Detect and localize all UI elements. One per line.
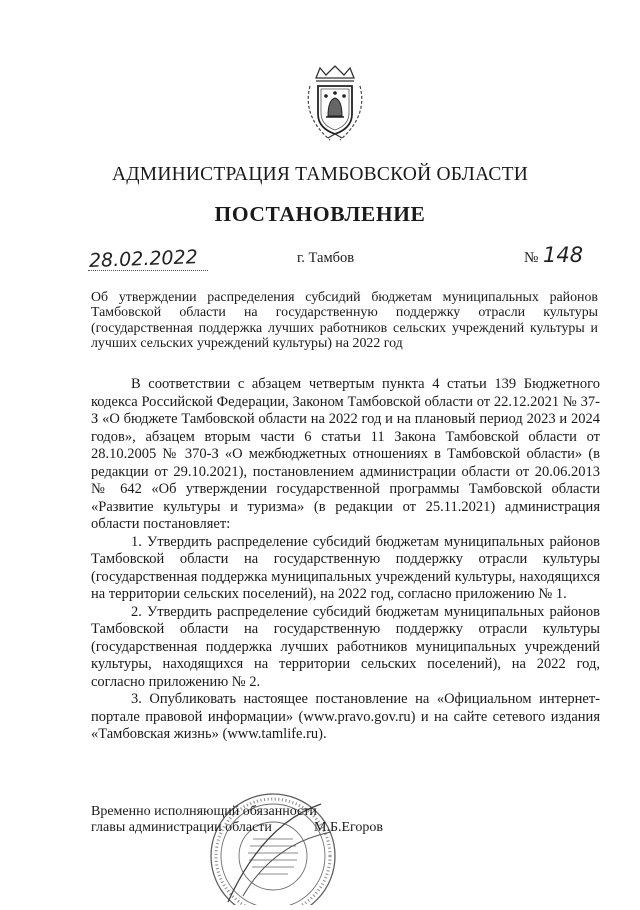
body-item-3: 3. Опубликовать настоящее постановление на «Официальном интернет-портале правовой информации» (www.pravo.gov.ru) и на сайте сетевого издания «Тамбовская жизнь» (www.tamlife.ru).	[91, 691, 600, 742]
tambov-coat-of-arms-icon	[304, 64, 366, 144]
document-body	[91, 376, 600, 744]
round-seal-stamp-icon	[203, 784, 343, 905]
coat-of-arms-emblem	[304, 64, 366, 144]
document-city: г. Тамбов	[297, 250, 355, 266]
body-intro-paragraph: В соответствии с абзацем четвертым пункта 4 статьи 139 Бюджетного кодекса Российской Федерации, Законом Тамбовской области от 22.12.2021 № 37-З «О бюджете Тамбовской области на 2022 год и на плановый период 2023 и 2024 годов», абзацем вторым части 6 статьи 11 Закона Тамбовской области от 28.10.2005 № 370-З «О межбюджетных отношениях в Тамбовской области» (в редакции от 29.10.2021), постановлением администрации области от 20.06.2013 № 642 «Об утверждении государственной программы Тамбовской области «Развитие культуры и туризма» (в редакции от 25.11.2021) администрация области постановляет:	[91, 376, 600, 532]
date-underline	[88, 270, 208, 271]
signatory-position	[91, 804, 317, 836]
document-date: 28.02.2022	[88, 246, 199, 272]
signatory-position-line-2: главы администрации области	[91, 820, 272, 835]
signatory-name: М.Б.Егоров	[314, 820, 384, 835]
document-number-label: №	[524, 250, 539, 266]
signatory-position-line-1: Временно исполняющий обязанности	[91, 804, 317, 819]
official-seal-stamp	[203, 784, 343, 905]
body-item-2: 2. Утвердить распределение субсидий бюджетам муниципальных районов Тамбовской области на государственную поддержку отрасли культуры (государственная поддержка лучших работников муниципальных учреждений культуры, находящихся на территории сельских поселений), на 2022 год, согласно приложению № 2.	[91, 603, 600, 690]
agency-name: АДМИНИСТРАЦИЯ ТАМБОВСКОЙ ОБЛАСТИ	[112, 164, 528, 185]
document-subject: Об утверждении распределения субсидий бюджетам муниципальных районов Тамбовской области на государственную поддержку отрасли культуры (государственная поддержка лучших работников сельских учреждений культуры и лучших сельских учреждений культуры) на 2022 год	[91, 290, 598, 352]
document-number: 148	[543, 243, 584, 267]
body-item-1: 1. Утвердить распределение субсидий бюджетам муниципальных районов Тамбовской области на государственную поддержку отрасли культуры (государственная поддержка муниципальных учреждений культуры, находящихся на территории сельских поселений), на 2022 год, согласно приложению № 1.	[91, 533, 600, 602]
document-type-title: ПОСТАНОВЛЕНИЕ	[214, 202, 426, 226]
